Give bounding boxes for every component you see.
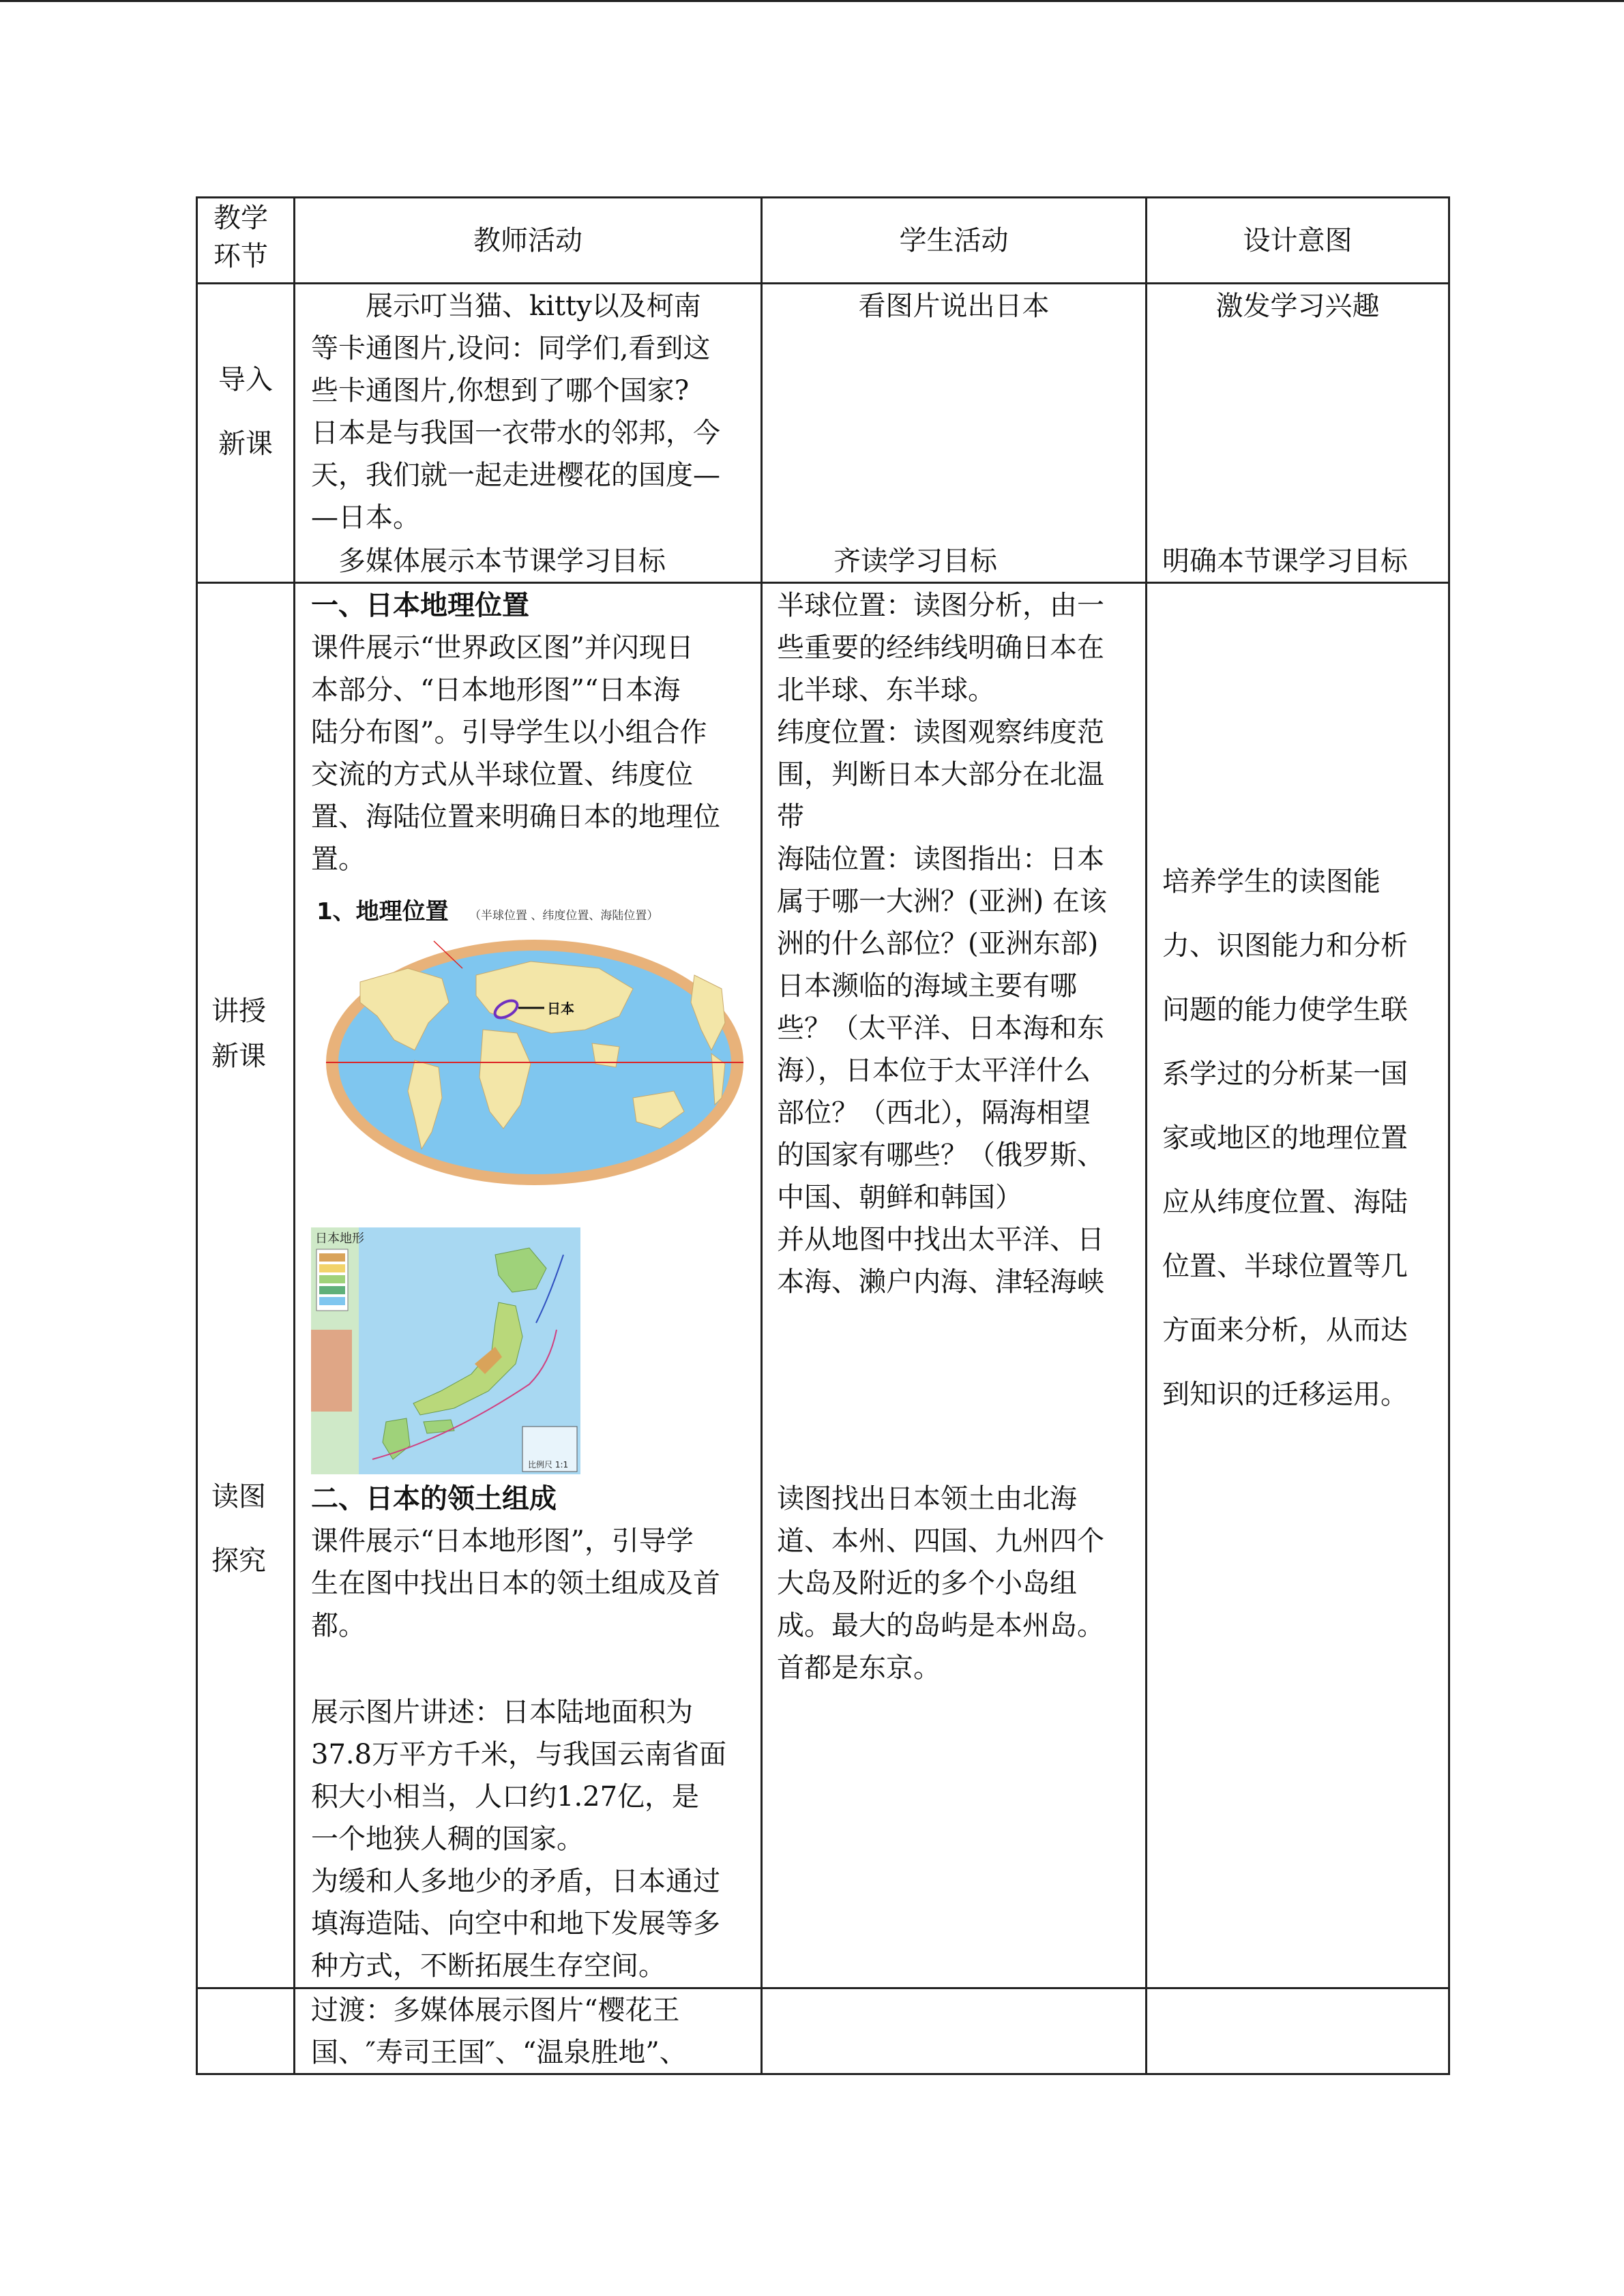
map2-footer: 比例尺 1:1 [528, 1460, 569, 1470]
main-stage-reading: 读图 探究 [211, 1481, 266, 1577]
table-border-col1 [293, 196, 295, 2075]
map2-title: 日本地形 [315, 1232, 364, 1246]
intro-intent-goal: 明确本节课学习目标 [1162, 546, 1408, 577]
page-top-border [0, 0, 1624, 2]
table-border-col2 [761, 196, 763, 2075]
table-border-col3 [1145, 196, 1147, 2075]
student-answers-territory: 读图找出日本领土由北海 道、本州、四国、九州四个 大岛及附近的多个小岛组 成。最大的岛屿是本州岛。 首都是东京。 [777, 1483, 1104, 1684]
map1-subtitle: （半球位置 、纬度位置、海陆位置） [469, 909, 659, 923]
intro-student-goal: 齐读学习目标 [833, 546, 997, 577]
map1-japan-label: 日本 [547, 1000, 574, 1017]
header-intent: 设计意图 [1243, 225, 1353, 256]
map1-title: 1、地理位置 [316, 898, 449, 925]
japan-terrain-map-image [311, 1227, 580, 1474]
intent-text: 培养学生的读图能 力、识图能力和分析 问题的能力使学生联 系学过的分析某一国 家或地区的地理位置 应从纬度位置、海陆 位置、半球位置等几 方面来分析，从而达 到知识的迁移运用。 [1162, 866, 1408, 1410]
table-border-left [196, 196, 198, 2075]
intro-teacher-goal: 多媒体展示本节课学习目标 [338, 546, 666, 577]
table-border-right [1448, 196, 1450, 2075]
intro-student-text: 看图片说出日本 [858, 290, 1050, 322]
intro-stage: 导入 新课 [218, 364, 273, 460]
teacher-section1: 一、日本地理位置 课件展示“世界政区图”并闪现日 本部分、“日本地形图”“日本海 陆分布图”。引导学生以小组合作 交流的方式从半球位置、纬度位 置、海陆位置来明确日本的地理位 置。 [311, 589, 720, 875]
transition-text: 过渡：多媒体展示图片“樱花王 国、″寿司王国″、“温泉胜地”、 [311, 1995, 687, 2068]
table-border-top [196, 196, 1450, 198]
student-answers-location: 半球位置：读图分析，由一 些重要的经纬线明确日本在 北半球、东半球。 纬度位置：读图观察纬度范 围，判断日本大部分在北温 带 海陆位置：读图指出：日本 属于哪一大洲？(亚洲) 在该 洲的什么部位？(亚洲东部) 日本濒临的海域主要有哪 些？（太平洋、日本海和东 海），日本位于太平洋什么 部位？（西北），隔海相望 的国家有哪些？（俄罗斯、 中国、朝鲜和韩国） 并从地图中找出太平洋、日 本海、濑户内海、津轻海峡 [777, 590, 1107, 1298]
header-student: 学生活动 [899, 225, 1009, 256]
intro-intent-text: 激发学习兴趣 [1215, 290, 1380, 322]
world-map-image [312, 893, 743, 1193]
teacher-section3: 展示图片讲述：日本陆地面积为 37.8万平方千米，与我国云南省面 积大小相当，人口约1.27亿，是 一个地狭人稠的国家。 为缓和人多地少的矛盾，日本通过 填海造陆、向空中和地下发展等多 种方式，不断拓展生存空间。 [311, 1697, 727, 1982]
teacher-section2: 二、日本的领土组成 课件展示“日本地形图”，引导学 生在图中找出日本的领土组成及首 都。 [311, 1482, 720, 1641]
intro-teacher-text: 展示叮当猫、kitty以及柯南 等卡通图片,设问：同学们,看到这 些卡通图片,你想到了哪个国家? 日本是与我国一衣带水的邻邦，今 天，我们就一起走进樱花的国度— —日本。 [311, 290, 720, 533]
header-stage: 教学环节 [213, 203, 268, 272]
table-border-header [196, 282, 1450, 284]
main-stage-lecture: 讲授 新课 [211, 996, 266, 1072]
header-teacher: 教师活动 [473, 225, 582, 256]
